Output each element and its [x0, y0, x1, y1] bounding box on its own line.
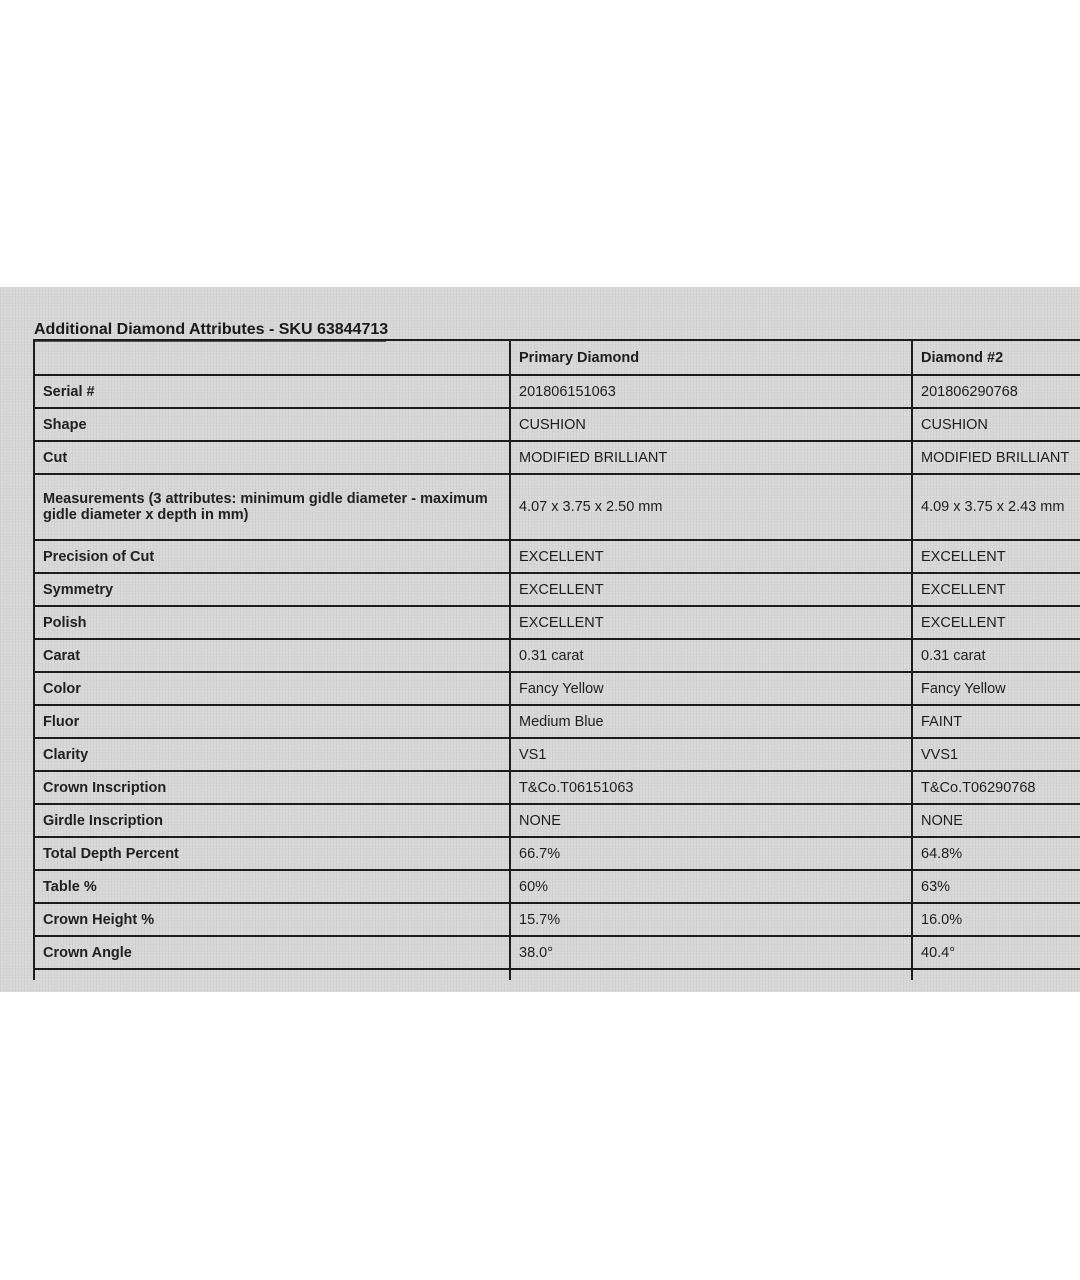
primary-value: 0.31 carat	[510, 639, 912, 672]
secondary-value: Fancy Yellow	[912, 672, 1080, 705]
row-label: Precision of Cut	[34, 540, 510, 573]
secondary-value: 201806290768	[912, 375, 1080, 408]
primary-value: 15.7%	[510, 903, 912, 936]
secondary-value: 40.4°	[912, 936, 1080, 969]
secondary-value: EXCELLENT	[912, 540, 1080, 573]
primary-value: NONE	[510, 804, 912, 837]
header-primary-diamond: Primary Diamond	[510, 340, 912, 375]
primary-value: Fancy Yellow	[510, 672, 912, 705]
secondary-value: EXCELLENT	[912, 573, 1080, 606]
table-row	[34, 936, 1080, 969]
primary-value: 4.07 x 3.75 x 2.50 mm	[510, 474, 912, 540]
screen-photo	[0, 287, 1080, 992]
primary-value: EXCELLENT	[510, 540, 912, 573]
secondary-value: 63%	[912, 870, 1080, 903]
row-label: Symmetry	[34, 573, 510, 606]
row-label: Clarity	[34, 738, 510, 771]
table-row	[34, 870, 1080, 903]
table-row	[34, 804, 1080, 837]
primary-value: Medium Blue	[510, 705, 912, 738]
table-row	[34, 441, 1080, 474]
table-row	[34, 738, 1080, 771]
row-label: Crown Inscription	[34, 771, 510, 804]
secondary-value: T&Co.T06290768	[912, 771, 1080, 804]
table-row	[34, 474, 1080, 540]
secondary-value: FAINT	[912, 705, 1080, 738]
table-row	[34, 705, 1080, 738]
table-row	[34, 903, 1080, 936]
primary-value: T&Co.T06151063	[510, 771, 912, 804]
partial-cell	[912, 969, 1080, 980]
secondary-value: 4.09 x 3.75 x 2.43 mm	[912, 474, 1080, 540]
secondary-value: CUSHION	[912, 408, 1080, 441]
page-title: Additional Diamond Attributes - SKU 63844713	[34, 321, 389, 338]
secondary-value: 16.0%	[912, 903, 1080, 936]
row-label: Crown Angle	[34, 936, 510, 969]
table-row	[34, 606, 1080, 639]
secondary-value: 0.31 carat	[912, 639, 1080, 672]
primary-value: MODIFIED BRILLIANT	[510, 441, 912, 474]
partial-cell	[510, 969, 912, 980]
primary-value: EXCELLENT	[510, 573, 912, 606]
row-label: Table %	[34, 870, 510, 903]
primary-value: EXCELLENT	[510, 606, 912, 639]
row-label: Serial #	[34, 375, 510, 408]
row-label: Girdle Inscription	[34, 804, 510, 837]
table-row	[34, 375, 1080, 408]
table-row-partial	[34, 969, 1080, 980]
header-diamond-2: Diamond #2	[912, 340, 1080, 375]
table-header-row	[34, 340, 1080, 375]
primary-value: 66.7%	[510, 837, 912, 870]
row-label: Fluor	[34, 705, 510, 738]
secondary-value: 64.8%	[912, 837, 1080, 870]
primary-value: CUSHION	[510, 408, 912, 441]
row-label: Shape	[34, 408, 510, 441]
secondary-value: VVS1	[912, 738, 1080, 771]
row-label: Carat	[34, 639, 510, 672]
primary-value: VS1	[510, 738, 912, 771]
secondary-value: MODIFIED BRILLIANT	[912, 441, 1080, 474]
table-row	[34, 573, 1080, 606]
table-row	[34, 540, 1080, 573]
row-label: Measurements (3 attributes: minimum gidle diameter - maximum gidle diameter x depth in mm)	[34, 474, 510, 540]
row-label: Cut	[34, 441, 510, 474]
row-label: Crown Height %	[34, 903, 510, 936]
primary-value: 38.0°	[510, 936, 912, 969]
table-row	[34, 837, 1080, 870]
secondary-value: NONE	[912, 804, 1080, 837]
header-attribute-cell	[34, 340, 510, 375]
row-label: Total Depth Percent	[34, 837, 510, 870]
partial-cell	[34, 969, 510, 980]
table-row	[34, 639, 1080, 672]
table-row	[34, 672, 1080, 705]
table-row	[34, 771, 1080, 804]
diamond-attributes-table	[33, 339, 1080, 980]
row-label: Color	[34, 672, 510, 705]
primary-value: 201806151063	[510, 375, 912, 408]
primary-value: 60%	[510, 870, 912, 903]
table-row	[34, 408, 1080, 441]
secondary-value: EXCELLENT	[912, 606, 1080, 639]
row-label: Polish	[34, 606, 510, 639]
